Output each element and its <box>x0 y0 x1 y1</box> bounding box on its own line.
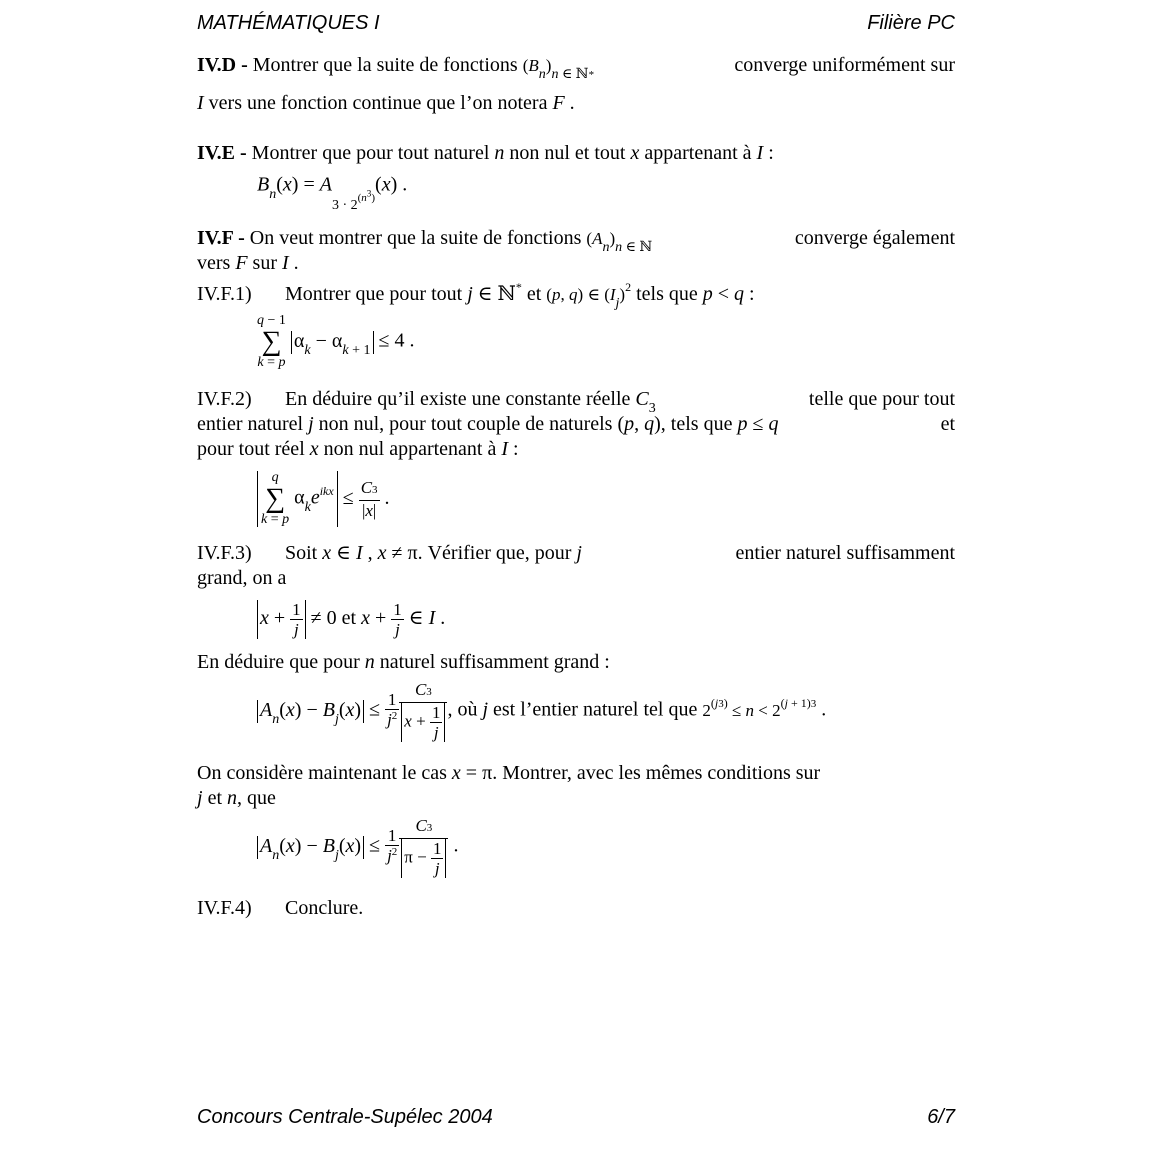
ivf3-text-e: En déduire que pour <box>197 651 360 673</box>
ivf-text-d: sur <box>252 252 277 274</box>
ive-line-1: IV.E - Montrer que pour tout naturel n non nul et tout x appartenant à I : <box>197 142 774 164</box>
ivf1-formula: q − 1 ∑ k = p $\alpha_k - \alpha_{k + 1} \le 4$ . <box>257 313 415 370</box>
ivd-text-c: vers une fonction continue que l’on notera <box>208 92 548 114</box>
ivf4-text: Conclure. <box>285 897 364 919</box>
footer-page-number: 6/7 <box>927 1106 955 1128</box>
ivf4-line <box>197 896 363 920</box>
ivf2-line-3: pour tout réel x non nul appartenant à I : <box>197 438 519 460</box>
ivf2-line-2: entier naturel j non nul, pour tout couple de naturels (p, q), tels que p ≤ q et <box>197 413 955 435</box>
ivf-text-c: vers <box>197 252 231 274</box>
ivf3-text-d: grand, on a <box>197 567 287 589</box>
page-header <box>197 12 955 35</box>
ivf3-text-h: est l’entier naturel tel que <box>493 698 698 721</box>
ivf3-text-c: entier naturel suffisamment <box>735 542 955 564</box>
ivf1-line: IV.F.1) Montrer que pour tout j ∈ ℕ* et (p, q) ∈ $(I_j)^2$ tels que p < q : <box>197 280 755 311</box>
ivf3-num: IV.F.3) <box>197 542 252 564</box>
ivd-line-2: I vers une fonction continue que l’on notera F . <box>197 92 575 114</box>
ivf3-et: et <box>341 607 357 629</box>
ivf3-text-a: Soit <box>285 542 318 564</box>
ivf-line-2: vers F sur I . <box>197 252 299 274</box>
ivf2-formula: q ∑ k = p $\alpha_ke^{ikx}$ ≤ $\frac{C3}{|x|}$ . <box>257 468 390 528</box>
ivf3-text-j: . Montrer, avec les mêmes conditions sur <box>492 762 821 784</box>
ivf1-et: et <box>526 283 542 305</box>
ive-text-c: appartenant à <box>644 142 752 164</box>
ivf2-text-g: pour tout réel <box>197 438 305 460</box>
ive-formula: $B_n(x) = A_{3 \cdot 2^{(n^3)}}(x)$ . <box>257 173 408 213</box>
ivd-text-a: Montrer que la suite de fonctions <box>252 54 518 76</box>
ivf3-formula-2: $A_n(x) - B_j(x)$ ≤ $\frac{1}{j^2}$ C3 x + $\frac{1}{j}$ , où j est l’entier naturel tel que $2^{(j3)} \le n < 2^{(j + 1)3}$ . <box>257 680 826 742</box>
ivf-line-1: IV.F - On veut montrer que la suite de fonctions $(A_n)_{n \in ℕ}$ converge également <box>197 227 955 255</box>
ive-label: IV.E - <box>197 142 247 164</box>
ivf4-num: IV.F.4) <box>197 897 252 919</box>
header-track: Filière PC <box>867 12 955 34</box>
ivf1-num: IV.F.1) <box>197 283 252 305</box>
ivf3-formula-1: x + $\frac{1}{j}$ ≠ 0 et x + $\frac{1}{j}$ ∈ I . <box>257 596 445 640</box>
ivf2-text-c: entier naturel <box>197 413 304 435</box>
ivf2-text-d: non nul, pour tout couple de naturels <box>318 413 613 435</box>
ivf3-text-l: , que <box>237 787 276 809</box>
header-subject: MATHÉMATIQUES I <box>197 12 380 34</box>
ivf-text-b: converge également <box>794 227 955 249</box>
ivf2-text-f: et <box>940 413 955 435</box>
ivf2-text-b: telle que pour tout <box>808 388 955 410</box>
ivf3-line-5: j et n, que <box>197 787 276 809</box>
ivf2-num: IV.F.2) <box>197 388 252 410</box>
ivf3-text-f: naturel suffisamment grand : <box>379 651 610 673</box>
ivf3-text-g: , où <box>447 698 478 721</box>
ivf2-text-e: , tels que <box>660 413 733 435</box>
ivf-text-a: On veut montrer que la suite de fonctions <box>249 227 582 249</box>
ivf3-line-2 <box>197 566 286 590</box>
ivf-label: IV.F - <box>197 227 245 249</box>
page-footer <box>197 1106 955 1129</box>
ivd-line-1: IV.D - Montrer que la suite de fonctions $(B_n)_{n \in ℕ*}$ converge uniformément sur <box>197 54 955 82</box>
ive-text-b: non nul et tout <box>509 142 626 164</box>
ivf3-text-b: . Vérifier que, pour <box>417 542 572 564</box>
ivf3-line-4: On considère maintenant le cas x = π. Montrer, avec les mêmes conditions sur <box>197 762 821 784</box>
ivf3-line-3: En déduire que pour n naturel suffisamment grand : <box>197 651 610 673</box>
ivf1-tels: tels que <box>636 283 698 305</box>
ivf3-line-1: IV.F.3) Soit x ∈ I , x ≠ π. Vérifier que, pour j entier naturel suffisamment <box>197 542 955 564</box>
ivf3-text-i: On considère maintenant le cas <box>197 762 447 784</box>
ivf3-text-k: et <box>207 787 222 809</box>
footer-contest: Concours Centrale-Supélec 2004 <box>197 1106 493 1128</box>
ivf2-text-h: non nul appartenant à <box>323 438 497 460</box>
ivd-text-b: converge uniformément sur <box>734 54 955 76</box>
ive-text-a: Montrer que pour tout naturel <box>251 142 490 164</box>
ivf2-text-a: En déduire qu’il existe une constante réelle <box>285 388 631 410</box>
ivf2-line-1: IV.F.2) En déduire qu’il existe une constante réelle $C_3$ telle que pour tout <box>197 388 955 416</box>
ivd-label: IV.D - <box>197 54 248 76</box>
ivf1-text: Montrer que pour tout <box>285 283 463 305</box>
ivf3-formula-3: $A_n(x) - B_j(x)$ ≤ $\frac{1}{j^2}$ C3 π − $\frac{1}{j}$ . <box>257 816 458 878</box>
